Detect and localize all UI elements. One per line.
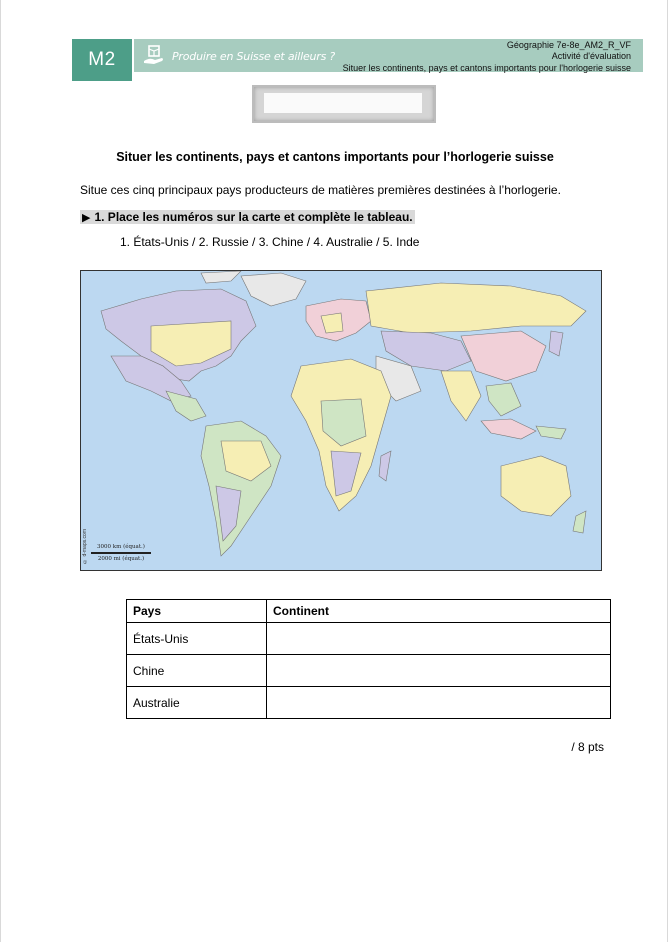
table-row — [127, 655, 611, 687]
scale-km-label: 3000 km (équat.) — [97, 544, 145, 550]
scale-bar — [91, 552, 151, 554]
header-subtitle: Situer les continents, pays et cantons importants pour l'horlogerie suisse — [342, 63, 631, 73]
activity-type: Activité d'évaluation — [551, 51, 631, 61]
world-map-drawing — [81, 271, 601, 570]
continent-answer-cell[interactable] — [267, 623, 611, 655]
page-edge-left — [0, 0, 1, 942]
theme-title: Produire en Suisse et ailleurs ? — [172, 50, 336, 63]
box-hand-icon — [142, 43, 166, 67]
continent-answer-cell[interactable] — [267, 687, 611, 719]
stamp-blank-area — [264, 93, 422, 113]
page-edge-right — [667, 0, 668, 942]
world-map[interactable] — [80, 270, 602, 571]
country-cell: Chine — [127, 655, 267, 687]
module-badge: M2 — [72, 39, 132, 81]
country-cell: Australie — [127, 687, 267, 719]
score-label: / 8 pts — [571, 740, 604, 754]
task-heading — [80, 210, 415, 224]
page-title: Situer les continents, pays et cantons importants pour l’horlogerie suisse — [116, 150, 554, 164]
header-continent: Continent — [267, 600, 611, 623]
map-credit: © d-maps.com — [82, 529, 88, 564]
country-cell: États-Unis — [127, 623, 267, 655]
scale-mi-label: 2000 mi (équat.) — [97, 556, 145, 562]
doc-code: Géographie 7e-8e_AM2_R_VF — [506, 40, 631, 50]
instruction-text: Situe ces cinq principaux pays producteurs de matières premières destinées à l’horlogerie. — [80, 183, 561, 197]
table-row — [127, 623, 611, 655]
theme-bar — [134, 39, 643, 72]
table-row — [127, 687, 611, 719]
answer-table — [126, 599, 611, 719]
task-label: 1. Place les numéros sur la carte et complète le tableau. — [94, 210, 413, 224]
header-banner — [72, 39, 643, 81]
map-scale — [91, 544, 151, 562]
task-arrow-icon: ▶ — [82, 211, 91, 224]
continent-answer-cell[interactable] — [267, 655, 611, 687]
redacted-stamp — [252, 85, 436, 123]
table-header-row — [127, 600, 611, 623]
country-list: 1. États-Unis / 2. Russie / 3. Chine / 4. Australie / 5. Inde — [120, 235, 420, 249]
header-pays: Pays — [127, 600, 267, 623]
